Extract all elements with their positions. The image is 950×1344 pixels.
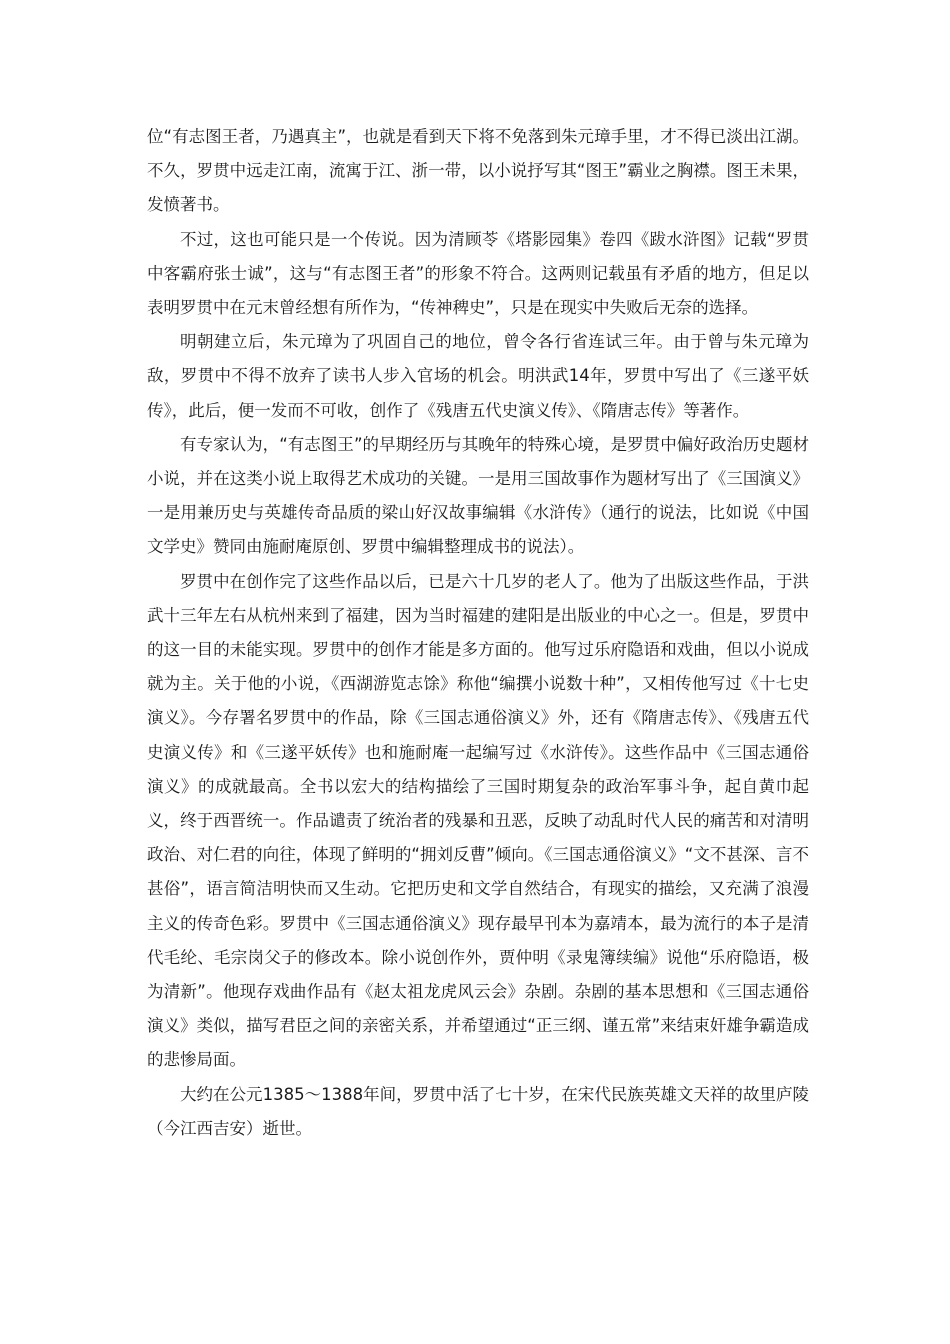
document-body xyxy=(147,120,809,1146)
paragraph-4: 有专家认为，“有志图王”的早期经历与其晚年的特殊心境，是罗贯中偏好政治历史题材小说，并在这类小说上取得艺术成功的关键。一是用三国故事作为题材写出了《三国演义》一是用兼历史与英雄传奇品质的梁山好汉故事编辑《水浒传》（通行的说法，比如说《中国文学史》赞同由施耐庵原创、罗贯中编辑整理成书的说法）。 xyxy=(147,434,809,557)
paragraph-3: 明朝建立后，朱元璋为了巩固自己的地位，曾令各行省连试三年。由于曾与朱元璋为敌，罗贯中不得不放弃了读书人步入官场的机会。明洪武14年，罗贯中写出了《三遂平妖传》，此后，便一发而不可收，创作了《残唐五代史演义传》、《隋唐志传》等著作。 xyxy=(147,332,809,420)
paragraph-1: 位“有志图王者，乃遇真主”，也就是看到天下将不免落到朱元璋手里，才不得已淡出江湖。不久，罗贯中远走江南，流寓于江、浙一带，以小说抒写其“图王”霸业之胸襟。图王未果，发愤著书。 xyxy=(147,127,809,215)
paragraph-5: 罗贯中在创作完了这些作品以后，已是六十几岁的老人了。他为了出版这些作品，于洪武十三年左右从杭州来到了福建，因为当时福建的建阳是出版业的中心之一。但是，罗贯中的这一目的未能实现。罗贯中的创作才能是多方面的。他写过乐府隐语和戏曲，但以小说成就为主。关于他的小说，《西湖游览志馀》称他“编撰小说数十种”，又相传他写过《十七史演义》。今存署名罗贯中的作品，除《三国志通俗演义》外，还有《隋唐志传》、《残唐五代史演义传》和《三遂平妖传》也和施耐庵一起编写过《水浒传》。这些作品中《三国志通俗演义》的成就最高。全书以宏大的结构描绘了三国时期复杂的政治军事斗争，起自黄巾起义，终于西晋统一。作品谴责了统治者的残暴和丑恶，反映了动乱时代人民的痛苦和对清明政治、对仁君的向往，体现了鲜明的“拥刘反曹”倾向。《三国志通俗演义》“文不甚深、言不甚俗”，语言简洁明快而又生动。它把历史和文学自然结合，有现实的描绘，又充满了浪漫主义的传奇色彩。罗贯中《三国志通俗演义》现存最早刊本为嘉靖本，最为流行的本子是清代毛纶、毛宗岗父子的修改本。除小说创作外，贾仲明《录鬼簿续编》说他“乐府隐语，极为清新”。他现存戏曲作品有《赵太祖龙虎风云会》杂剧。杂剧的基本思想和《三国志通俗演义》类似，描写君臣之间的亲密关系，并希望通过“正三纲、谨五常”来结束奸雄争霸造成的悲惨局面。 xyxy=(147,571,809,1070)
paragraph-2: 不过，这也可能只是一个传说。因为清顾苓《塔影园集》卷四《跋水浒图》记载“罗贯中客霸府张士诚”，这与“有志图王者”的形象不符合。这两则记载虽有矛盾的地方，但足以表明罗贯中在元末曾经想有所作为，“传神稗史”，只是在现实中失败后无奈的选择。 xyxy=(147,229,809,318)
paragraph-6: 大约在公元1385～1388年间，罗贯中活了七十岁，在宋代民族英雄文天祥的故里庐陵（今江西吉安）逝世。 xyxy=(147,1084,809,1138)
